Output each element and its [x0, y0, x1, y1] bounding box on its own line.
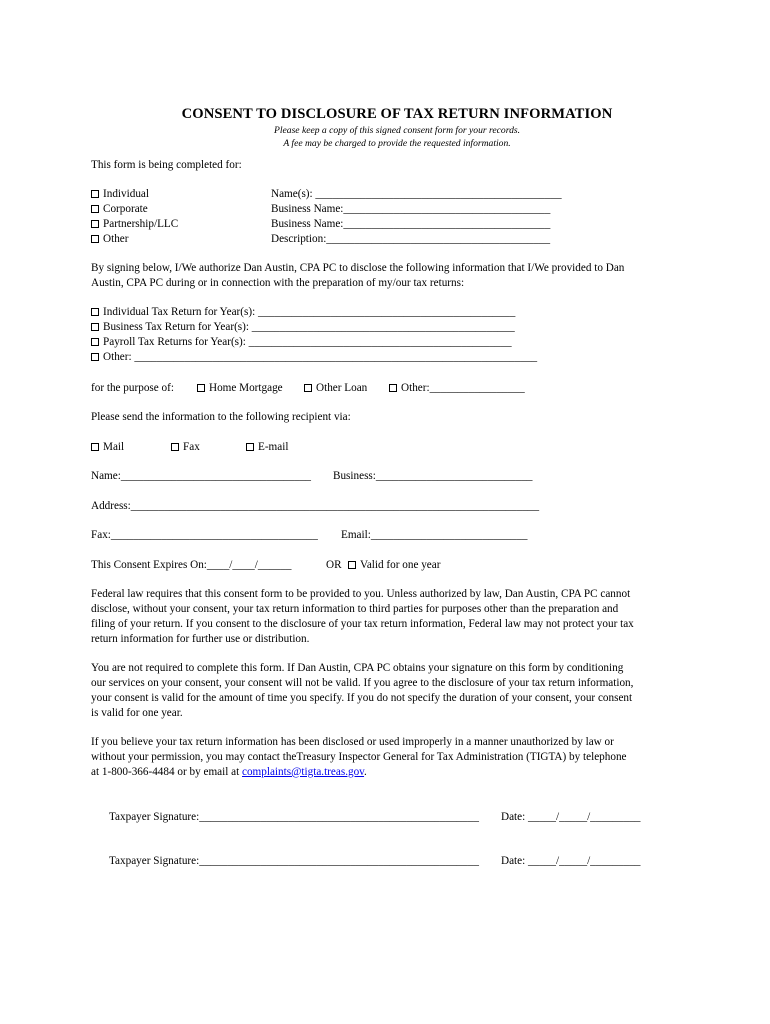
paragraph-line: our services on your consent, your consent will not be valid. If you agree to the disclosure of your tax return information,	[91, 676, 634, 689]
form-subtitle-records: Please keep a copy of this signed consent form for your records.	[273, 125, 520, 136]
checkbox-box[interactable]	[389, 384, 397, 392]
description-field[interactable]: Description:________________________________________	[271, 233, 551, 245]
paragraph-line: Federal law requires that this consent form to be provided to you. Unless authorized by law, Dan Austin, CPA PC cannot	[91, 588, 631, 600]
signature-date-field-2[interactable]: Date: _____/_____/_________	[501, 855, 641, 867]
send-email-label: E-mail	[258, 441, 289, 453]
send-mail-label: Mail	[103, 441, 125, 453]
checkbox-box[interactable]	[246, 443, 254, 451]
paragraph-line: without your permission, you may contact theTreasury Inspector General for Tax Administration (TIGTA) by telephone	[91, 750, 627, 763]
purpose-label: for the purpose of:	[91, 382, 174, 394]
purpose-other-loan-label: Other Loan	[316, 382, 368, 394]
paragraph-line: You are not required to complete this form. If Dan Austin, CPA PC obtains your signature on this form by conditioning	[91, 662, 624, 674]
return-other-label: Other: ________________________________________________________________________	[103, 351, 538, 363]
authorization-paragraph	[91, 261, 706, 291]
names-field[interactable]: Name(s): ____________________________________________	[271, 188, 562, 200]
purpose-home-mortgage-checkbox[interactable]	[197, 381, 283, 395]
recipient-business-field[interactable]: Business:____________________________	[333, 470, 533, 482]
tigta-paragraph	[91, 735, 706, 780]
return-business-checkbox[interactable]	[91, 320, 515, 334]
purpose-home-mortgage-label: Home Mortgage	[209, 382, 283, 394]
checkbox-box[interactable]	[91, 220, 99, 228]
recipient-email-field[interactable]: Email:____________________________	[341, 529, 528, 541]
recipient-fax-field[interactable]: Fax:_____________________________________	[91, 529, 318, 541]
checkbox-box[interactable]	[91, 323, 99, 331]
checkbox-box[interactable]	[348, 561, 356, 569]
entity-corporate-label: Corporate	[103, 203, 148, 215]
checkbox-box[interactable]	[91, 353, 99, 361]
purpose-other-checkbox[interactable]	[389, 381, 525, 395]
paragraph-line: If you believe your tax return information has been disclosed or used improperly in a manner unauthorized by law or	[91, 736, 614, 748]
recipient-address-field[interactable]: Address:_________________________________________________________________________	[91, 500, 540, 512]
checkbox-box[interactable]	[304, 384, 312, 392]
tigta-phone-text: at 1-800-366-4484 or by email at	[91, 765, 242, 778]
business-name-field[interactable]: Business Name:_____________________________________	[271, 203, 551, 215]
form-title: CONSENT TO DISCLOSURE OF TAX RETURN INFORMATION	[181, 106, 613, 122]
send-email-checkbox[interactable]	[246, 440, 288, 454]
taxpayer-signature-field-1[interactable]: Taxpayer Signature:__________________________________________________	[109, 811, 479, 823]
valid-one-year-label: Valid for one year	[360, 559, 441, 571]
checkbox-box[interactable]	[91, 443, 99, 451]
purpose-other-label: Other:_________________	[401, 382, 525, 394]
send-fax-checkbox[interactable]	[171, 440, 200, 454]
return-payroll-checkbox[interactable]	[91, 335, 512, 349]
return-business-label: Business Tax Return for Year(s): _______________________________________________	[103, 321, 515, 333]
recipient-name-field[interactable]: Name:__________________________________	[91, 470, 312, 482]
paragraph-line: is valid for one year.	[91, 706, 183, 719]
purpose-other-loan-checkbox[interactable]	[304, 381, 367, 395]
return-other-checkbox[interactable]	[91, 350, 537, 364]
expiry-or-label: OR	[326, 559, 342, 571]
entity-individual-checkbox[interactable]	[91, 187, 149, 201]
paragraph-line: Austin, CPA PC during or in connection with the preparation of my/our tax returns:	[91, 276, 465, 289]
return-individual-checkbox[interactable]	[91, 305, 515, 319]
entity-other-label: Other	[103, 233, 129, 245]
tigta-email-link[interactable]: complaints@tigta.treas.gov	[242, 765, 365, 778]
valid-one-year-checkbox[interactable]	[348, 558, 440, 572]
send-mail-checkbox[interactable]	[91, 440, 124, 454]
checkbox-box[interactable]	[91, 190, 99, 198]
business-name-field-2[interactable]: Business Name:_____________________________________	[271, 218, 551, 230]
return-payroll-label: Payroll Tax Returns for Year(s): _______________________________________________	[103, 336, 512, 348]
signature-date-field-1[interactable]: Date: _____/_____/_________	[501, 811, 641, 823]
paragraph-line: filing of your return. If you consent to the disclosure of your tax return information, Federal law may not protect your tax	[91, 617, 634, 630]
send-via-label: Please send the information to the following recipient via:	[91, 411, 351, 423]
expiry-date-field[interactable]: This Consent Expires On:____/____/______	[91, 559, 292, 571]
checkbox-box[interactable]	[91, 205, 99, 213]
checkbox-box[interactable]	[171, 443, 179, 451]
paragraph-line: return information for further use or distribution.	[91, 632, 310, 645]
entity-individual-label: Individual	[103, 188, 149, 200]
form-subtitle-fee: A fee may be charged to provide the requested information.	[283, 138, 511, 149]
checkbox-box[interactable]	[91, 338, 99, 346]
paragraph-line	[91, 765, 706, 780]
federal-law-paragraph	[91, 587, 706, 647]
entity-partnership-label: Partnership/LLC	[103, 218, 179, 230]
entity-other-checkbox[interactable]	[91, 232, 128, 246]
checkbox-box[interactable]	[91, 235, 99, 243]
checkbox-box[interactable]	[197, 384, 205, 392]
return-individual-label: Individual Tax Return for Year(s): ______________________________________________	[103, 306, 516, 318]
entity-corporate-checkbox[interactable]	[91, 202, 148, 216]
paragraph-line: your consent is valid for the amount of time you specify. If you do not specify the duration of your consent, your consent	[91, 691, 633, 704]
paragraph-line: By signing below, I/We authorize Dan Austin, CPA PC to disclose the following information that I/We provided to Dan	[91, 262, 625, 274]
not-required-paragraph	[91, 661, 706, 721]
taxpayer-signature-field-2[interactable]: Taxpayer Signature:__________________________________________________	[109, 855, 479, 867]
paragraph-line: disclose, without your consent, your tax return information to third parties for purposes other than the preparation and	[91, 602, 619, 615]
entity-partnership-checkbox[interactable]	[91, 217, 178, 231]
tigta-period: .	[364, 765, 367, 778]
send-fax-label: Fax	[183, 441, 200, 453]
completed-for-label: This form is being completed for:	[91, 159, 242, 171]
checkbox-box[interactable]	[91, 308, 99, 316]
